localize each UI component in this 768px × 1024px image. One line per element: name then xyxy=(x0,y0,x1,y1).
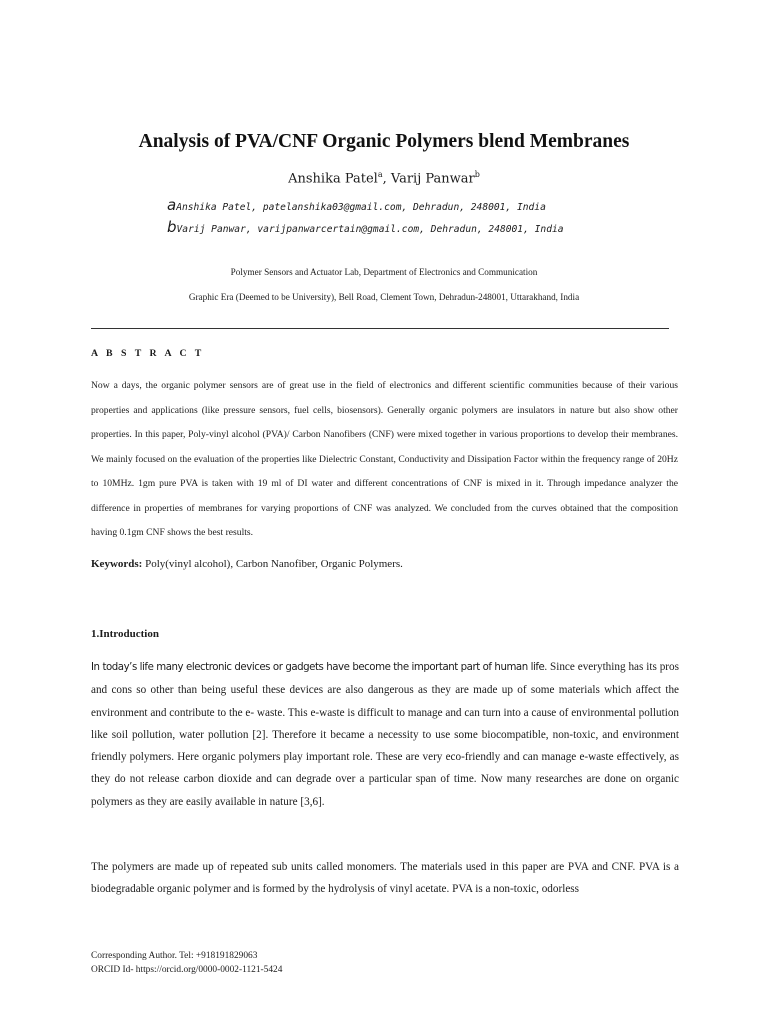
author-line xyxy=(0,170,768,186)
institution-line-2: Graphic Era (Deemed to be University), Bell Road, Clement Town, Dehradun-248001, Uttarakhand, India xyxy=(188,292,580,302)
affiliation-a xyxy=(167,196,546,214)
keywords-text: Poly(vinyl alcohol), Carbon Nanofiber, Organic Polymers. xyxy=(142,558,403,570)
footnote-orcid: ORCID Id- https://orcid.org/0000-0002-1121-5424 xyxy=(91,965,283,975)
introduction-opening-sentence: In today’s life many electronic devices or gadgets have become the important part of human life xyxy=(91,662,545,673)
author-superscript: b xyxy=(474,170,480,179)
abstract-heading: A B S T R A C T xyxy=(91,348,205,359)
affiliation-mark: a xyxy=(167,196,177,214)
keywords-label: Keywords: xyxy=(91,558,143,570)
author-separator: , xyxy=(382,171,391,187)
introduction-paragraph-2: The polymers are made up of repeated sub units called monomers. The materials used in this paper are PVA and CNF. PVA is a biodegradable organic polymer and is formed by the hydrolysis of vinyl acetate. PVA is a non-toxic, odorless xyxy=(91,861,679,896)
author-name: Anshika Patel xyxy=(288,171,378,187)
affiliation-b xyxy=(167,218,564,236)
affiliation-text: Anshika Patel, patelanshika03@gmail.com, Dehradun, 248001, India xyxy=(176,202,546,213)
paper-title: Analysis of PVA/CNF Organic Polymers blend Membranes xyxy=(138,131,630,152)
introduction-paragraph-rest: . Since everything has its pros and cons so other than being useful these devices are also dangerous as they are made up of some materials which affect the environment and contribute to the e- waste. This e-waste is difficult to manage and can turn into a cause of environmental pollution like soil pollution, water pollution [2]. Therefore it became a necessity to use some biocompatible, non-toxic, and environment friendly polymers. Here organic polymers play important role. These are very eco-friendly and can manage e-waste effectively, as they do not release carbon dioxide and can degrade over a particular span of time. Now many researches are done on organic polymers as they are easily available in nature [3,6]. xyxy=(91,661,680,808)
footnote-corresponding-author: Corresponding Author. Tel: +918191829063 xyxy=(91,951,258,961)
affiliation-text: Varij Panwar, varijpanwarcertain@gmail.com, Dehradun, 248001, India xyxy=(176,224,564,235)
author-name: Varij Panwar xyxy=(390,171,475,187)
divider xyxy=(91,328,669,329)
author-superscript: a xyxy=(377,170,383,179)
affiliation-mark: b xyxy=(167,218,177,236)
abstract-text: Now a days, the organic polymer sensors are of great use in the field of electronics and different scientific communities because of their various properties and applications (like pressure sensors, fuel cells, biosensors). Generally organic polymers are insulators in nature but also show other properties. In this paper, Poly-vinyl alcohol (PVA)/ Carbon Nanofibers (CNF) were mixed together in various proportions to develop their membranes. We mainly focused on the evaluation of the properties like Dielectric Constant, Conductivity and Dissipation Factor within the frequency range of 20Hz to 10MHz. 1gm pure PVA is taken with 19 ml of DI water and different concentrations of CNF is mixed in it. Through impedance analyzer the difference in properties of membranes for varying proportions of CNF was analyzed. We concluded from the curves obtained that the composition having 0.1gm CNF shows the best results. xyxy=(91,380,678,538)
keywords xyxy=(91,558,403,570)
institution-line-1: Polymer Sensors and Actuator Lab, Department of Electronics and Communication xyxy=(230,267,538,277)
introduction-paragraph-1 xyxy=(91,656,679,813)
section-heading-introduction: 1.Introduction xyxy=(91,628,159,640)
